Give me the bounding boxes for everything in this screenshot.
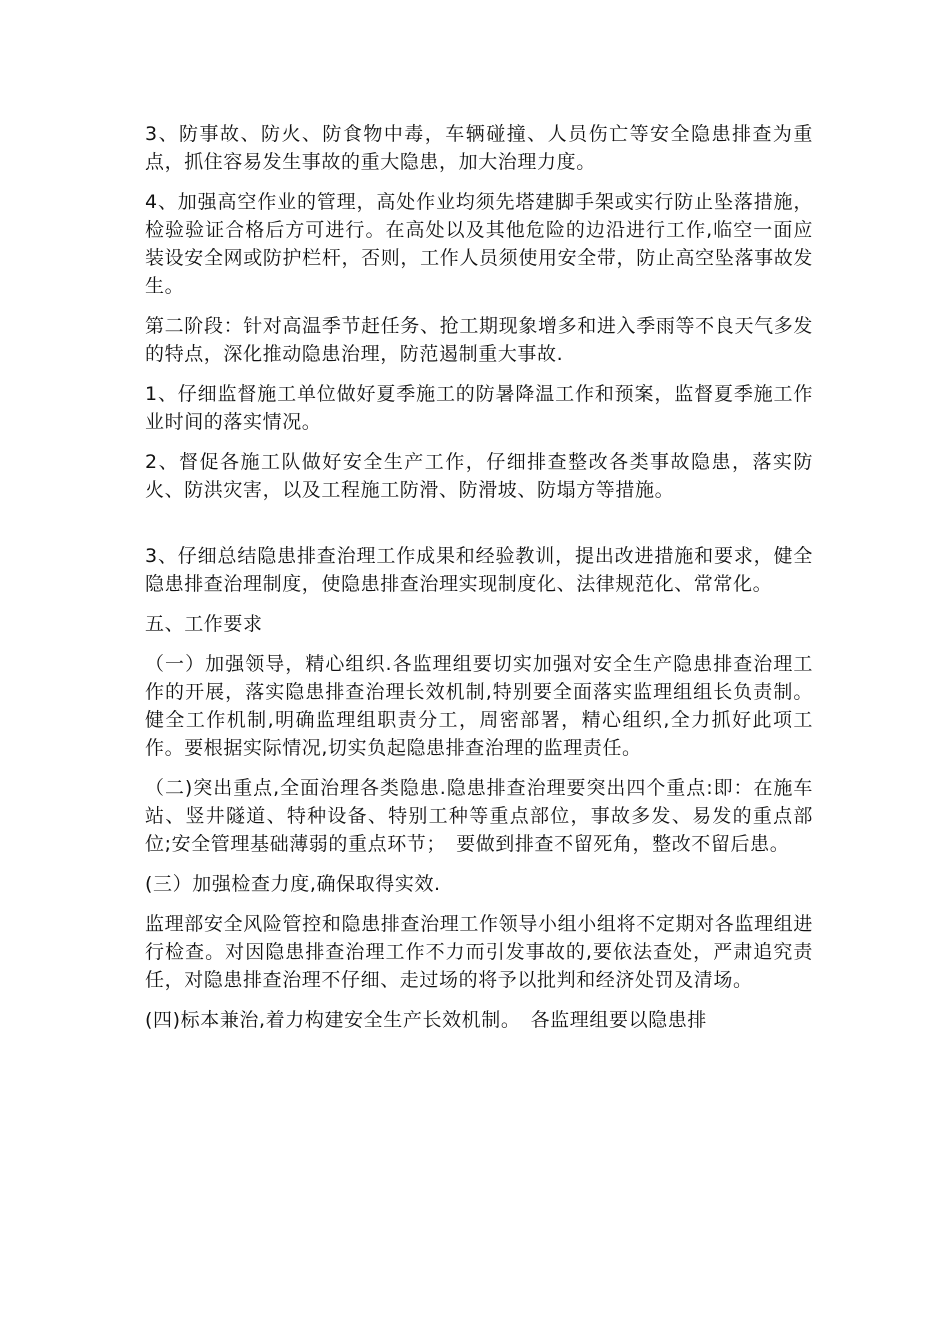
paragraph-requirement-one: （一）加强领导，精心组织.各监理组要切实加强对安全生产隐患排查治理工作的开展，落实隐患排查治理长效机制,特别要全面落实监理组组长负责制。健全工作机制,明确监理组职责分工，周密部署，精心组织,全力抓好此项工作。要根据实际情况,切实负起隐患排查治理的监理责任。 <box>145 653 813 759</box>
section-heading-work-requirements: 五、工作要求 <box>145 613 263 635</box>
paragraph-requirement-two: （二)突出重点,全面治理各类隐患.隐患排查治理要突出四个重点:即：在施车站、竖井隧道、特种设备、特别工种等重点部位，事故多发、易发的重点部位;安全管理基础薄弱的重点环节； 要做到排查不留死角，整改不留后患。 <box>145 777 813 855</box>
paragraph-item-4-high-altitude-work: 4、加强高空作业的管理，高处作业均须先塔建脚手架或实行防止坠落措施，检验验证合格后方可进行。在高处以及其他危险的边沿进行工作,临空一面应装设安全网或防护栏杆，否则，工作人员须使用安全带，防止高空坠落事故发生。 <box>145 191 813 297</box>
paragraph-requirement-four: (四)标本兼治,着力构建安全生产长效机制。 各监理组要以隐患排 <box>145 1009 707 1031</box>
document-body <box>145 120 813 1046</box>
paragraph-item-2-safety-production: 2、督促各施工队做好安全生产工作，仔细排查整改各类事故隐患，落实防火、防洪灾害，以及工程施工防滑、防滑坡、防塌方等措施。 <box>145 451 813 501</box>
paragraph-item-1-summer-construction: 1、仔细监督施工单位做好夏季施工的防暑降温工作和预案，监督夏季施工作业时间的落实情况。 <box>145 383 813 433</box>
paragraph-item-3-accident-prevention: 3、防事故、防火、防食物中毒，车辆碰撞、人员伤亡等安全隐患排查为重点，抓住容易发生事故的重大隐患，加大治理力度。 <box>145 123 813 173</box>
paragraph-item-3-summary: 3、仔细总结隐患排查治理工作成果和经验教训，提出改进措施和要求，健全隐患排查治理制度，使隐患排查治理实现制度化、法律规范化、常常化。 <box>145 545 813 595</box>
paragraph-inspection-details: 监理部安全风险管控和隐患排查治理工作领导小组小组将不定期对各监理组进行检查。对因隐患排查治理工作不力而引发事故的,要依法查处，严肃追究责任，对隐患排查治理不仔细、走过场的将予以批判和经济处罚及清场。 <box>145 913 813 991</box>
paragraph-stage-two: 第二阶段：针对高温季节赶任务、抢工期现象增多和进入季雨等不良天气多发的特点，深化推动隐患治理，防范遏制重大事故. <box>145 315 813 365</box>
paragraph-requirement-three-heading: (三）加强检查力度,确保取得实效. <box>145 873 441 895</box>
